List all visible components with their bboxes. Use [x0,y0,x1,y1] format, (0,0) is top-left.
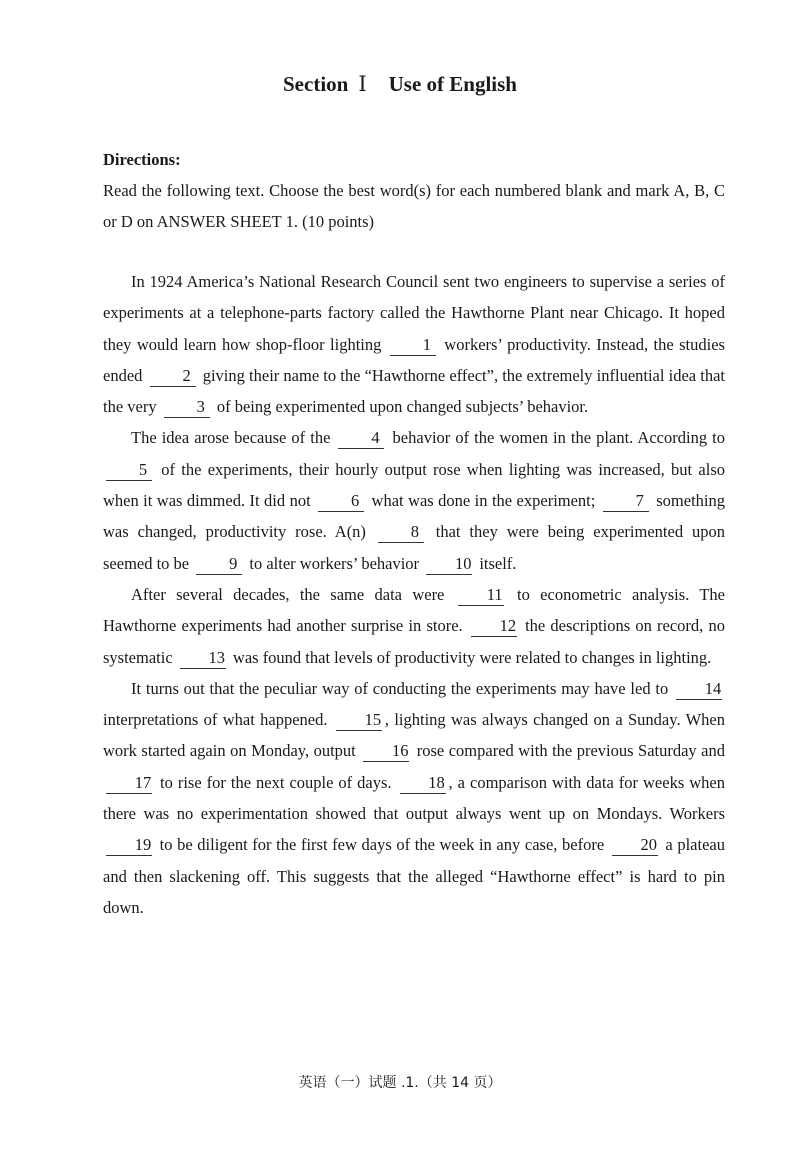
passage-text: of being experimented upon changed subjects’ behavior. [212,397,589,417]
passage-text: itself. [475,553,517,573]
blank-2: 2 [150,366,196,387]
passage-paragraph [103,579,725,673]
blank-16: 16 [363,741,409,762]
blank-5: 5 [106,460,152,481]
section-label: Section [283,72,349,96]
blank-15: 15 [336,710,382,731]
section-name: Use of English [388,72,517,96]
passage-text: of the experiments, their hourly output rose when lighting was increased, but also when it was dimmed. It did not [103,459,725,511]
passage-paragraph [103,422,725,578]
passage-text: a plateau and then slackening off. This suggests that the alleged “Hawthorne effect” is hard to pin down. [103,835,725,917]
blank-19: 19 [106,835,152,856]
directions-block [103,144,725,237]
blank-17: 17 [106,773,152,794]
blank-4: 4 [338,428,384,449]
blank-13: 13 [180,648,226,669]
blank-7: 7 [603,491,649,512]
passage-text: the descriptions on record, no systematic [103,616,725,667]
blank-1: 1 [390,335,436,356]
blank-10: 10 [426,554,472,575]
passage-text: was found that levels of productivity were related to changes in lighting. [228,647,712,667]
passage-text: something was changed, productivity rose. A(n) [103,491,725,542]
passage-text: to econometric analysis. The Hawthorne experiments had another surprise in store. [103,584,725,636]
blank-12: 12 [471,616,517,637]
passage-text: to be diligent for the first few days of the week in any case, before [155,835,609,855]
section-numeral: Ⅰ [358,72,367,96]
blank-18: 18 [400,773,446,794]
passage-text: to alter workers’ behavior [245,553,424,573]
passage-text: It turns out that the peculiar way of conducting the experiments may have led to [131,678,673,698]
passage-text: , lighting was always changed on a Sunday. When work started again on Monday, output [103,710,726,761]
directions-text: Read the following text. Choose the best word(s) for each numbered blank and mark A, B, C or D on ANSWER SHEET 1. (10 points) [103,181,725,231]
blank-14: 14 [676,679,722,700]
passage-text: that they were being experimented upon seemed to be [103,522,725,573]
passage-paragraph [103,266,725,422]
passage-text: workers’ productivity. Instead, the studies ended [103,334,725,385]
blank-11: 11 [458,585,504,606]
blank-9: 9 [196,554,242,575]
blank-6: 6 [318,491,364,512]
passage-text: behavior of the women in the plant. According to [387,428,725,448]
passage-text: The idea arose because of the [131,428,336,448]
passage-text: , a comparison with data for weeks when there was no experimentation showed that output always went up on Mondays. Workers [103,772,725,824]
passage-text: giving their name to the “Hawthorne effect”, the extremely influential idea that the very [103,365,725,417]
blank-3: 3 [164,397,210,418]
passage-text: In 1924 America’s National Research Council sent two engineers to supervise a series of experiments at a telephone-parts factory called the Hawthorne Plant near Chicago. It hoped they would learn how shop-floor lighting [103,272,725,354]
page-footer: 英语（一）试题 .1.（共 14 页） [298,1075,502,1091]
passage-text: rose compared with the previous Saturday and [412,741,725,761]
passage-text: interpretations of what happened. [103,710,333,730]
passage-text: what was done in the experiment; [367,491,600,511]
blank-20: 20 [612,835,658,856]
reading-passage [103,266,725,923]
directions-heading: Directions: [103,150,181,169]
blank-8: 8 [378,522,424,543]
passage-text: After several decades, the same data were [131,584,455,604]
passage-text: to rise for the next couple of days. [155,772,397,792]
section-title [0,72,800,97]
passage-paragraph [103,673,725,923]
